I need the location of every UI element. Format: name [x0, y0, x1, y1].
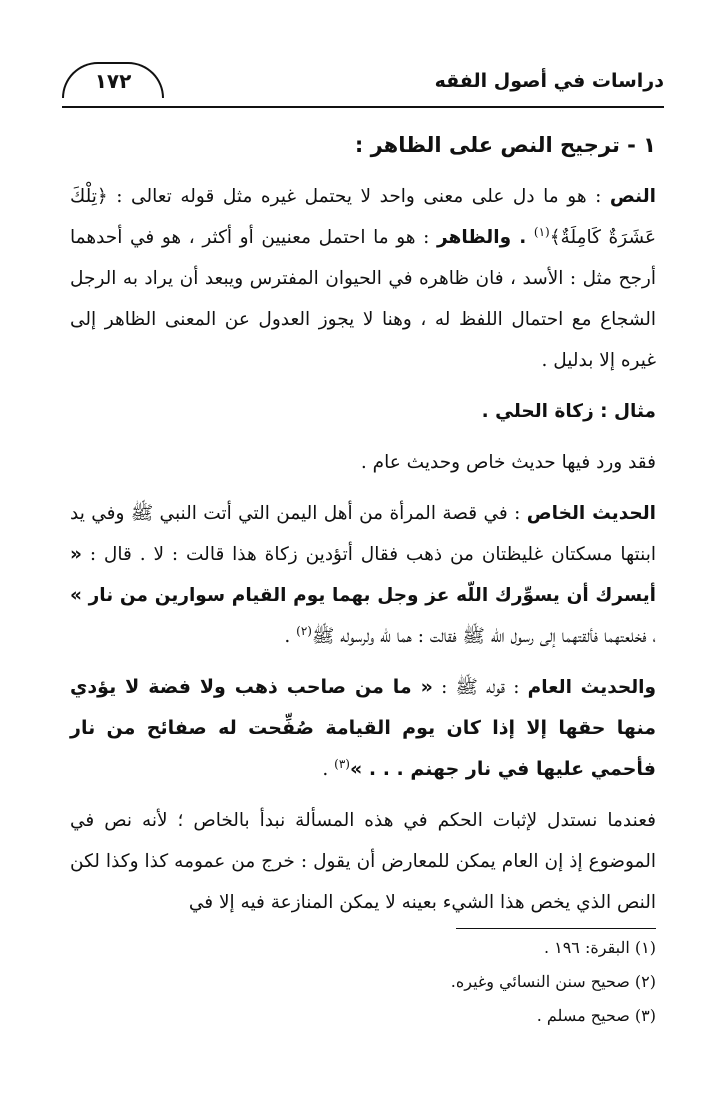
section-heading: ١ - ترجيح النص على الظاهر :	[354, 133, 656, 157]
example-intro: فقد ورد فيها حديث خاص وحديث عام .	[360, 452, 656, 473]
quran-verse: ﴿تِلْكَ عَشَرَةٌ كَامِلَةٌ﴾	[70, 186, 656, 248]
term-nass: النص	[609, 186, 656, 207]
term-zahir: . والظاهر	[436, 227, 527, 248]
definition-nass: : هو ما دل على معنى واحد لا يحتمل غيره مثل قوله تعالى :	[107, 186, 610, 207]
hadith-khass-end: ، فخلعتهما فألقتهما إلى رسول اللّه ﷺ فقالت : هما للّه ولرسوله ﷺ	[311, 626, 656, 647]
hadith-aam-quote: « ما من صاحب ذهب ولا فضة لا يؤدي منها حقها إلا إذا كان يوم القيامة صُفِّحت له صفائح من نار فأحمي عليها في نار جهنم . . . »	[70, 676, 656, 780]
footnote-2: (٢) صحيح سنن النسائي وغيره.	[450, 972, 656, 991]
page-number: ١٧٢	[62, 62, 164, 98]
term-hadith-aam: والحديث العام	[527, 677, 657, 698]
footnote-marker-3: (٣)	[334, 756, 350, 771]
footnote-marker-1: (١)	[533, 224, 550, 239]
definition-paragraph	[70, 176, 656, 381]
example-heading: مثال : زكاة الحلي .	[481, 401, 656, 422]
definition-zahir: : هو ما احتمل معنيين أو أكثر ، هو في أحدهما أرجح مثل : الأسد ، فان ظاهره في الحيوان المفترس ويبعد أن يراد به الرجل الشجاع مع احتمال اللفظ له ، وهنا لا يجوز العدول عن المعنى الظاهر إلى غيره إلا بدليل .	[70, 227, 656, 371]
hadith-khass-paragraph: الحديث الخاص : في قصة المرأة من أهل اليمن التي أتت النبي ﷺ وفي يد ابنتها مسكتان غليظتان من ذهب فقال أتؤدين زكاة هذا قالت : لا . قال : « أيسرك أن يسوِّرك اللّه عز وجل بهما يوم القيام سوارين من نار » ، فخلعتهما فألقتهما إلى رسول اللّه ﷺ فقالت : هما للّه ولرسوله ﷺ$^{(٢)}$ .	[70, 503, 657, 647]
footnote-3: (٣) صحيح مسلم .	[536, 1006, 656, 1025]
page-body	[70, 122, 656, 933]
footnotes	[70, 928, 656, 1031]
footnote-marker-2: (٢)	[296, 623, 312, 638]
hadith-aam-text: : قوله ﷺ :	[432, 677, 528, 698]
hadith-khass-quote: « أيسرك أن يسوِّرك اللّه عز وجل بهما يوم القيام سوارين من نار »	[70, 544, 656, 606]
term-hadith-khass: الحديث الخاص	[526, 503, 657, 524]
footnote-rule	[456, 928, 656, 929]
book-title: دراسات في أصول الفقه	[434, 70, 664, 92]
closing-paragraph: فعندما نستدل لإثبات الحكم في هذه المسألة نبدأ بالخاص ؛ لأنه نص في الموضوع إذ إن العام يمكن للمعارض أن يقول : خرج من عمومه كذا وكذا لكن النص الذي يخص هذا الشيء بعينه لا يمكن المنازعة فيه إلا في	[70, 810, 656, 913]
page-header	[62, 62, 664, 108]
footnote-1: (١) البقرة: ١٩٦ .	[543, 938, 656, 957]
hadith-aam-paragraph: والحديث العام : قوله ﷺ : « ما من صاحب ذهب ولا فضة لا يؤدي منها حقها إلا إذا كان يوم القيامة صُفِّحت له صفائح من نار فأحمي عليها في نار جهنم . . . »$^{(٣)}$ .	[70, 676, 657, 780]
hadith-khass-text: : في قصة المرأة من أهل اليمن التي أتت النبي ﷺ وفي يد ابنتها مسكتان غليظتان من ذهب فقال أتؤدين زكاة هذا قالت : لا . قال :	[70, 503, 656, 565]
header-rule	[62, 106, 664, 108]
